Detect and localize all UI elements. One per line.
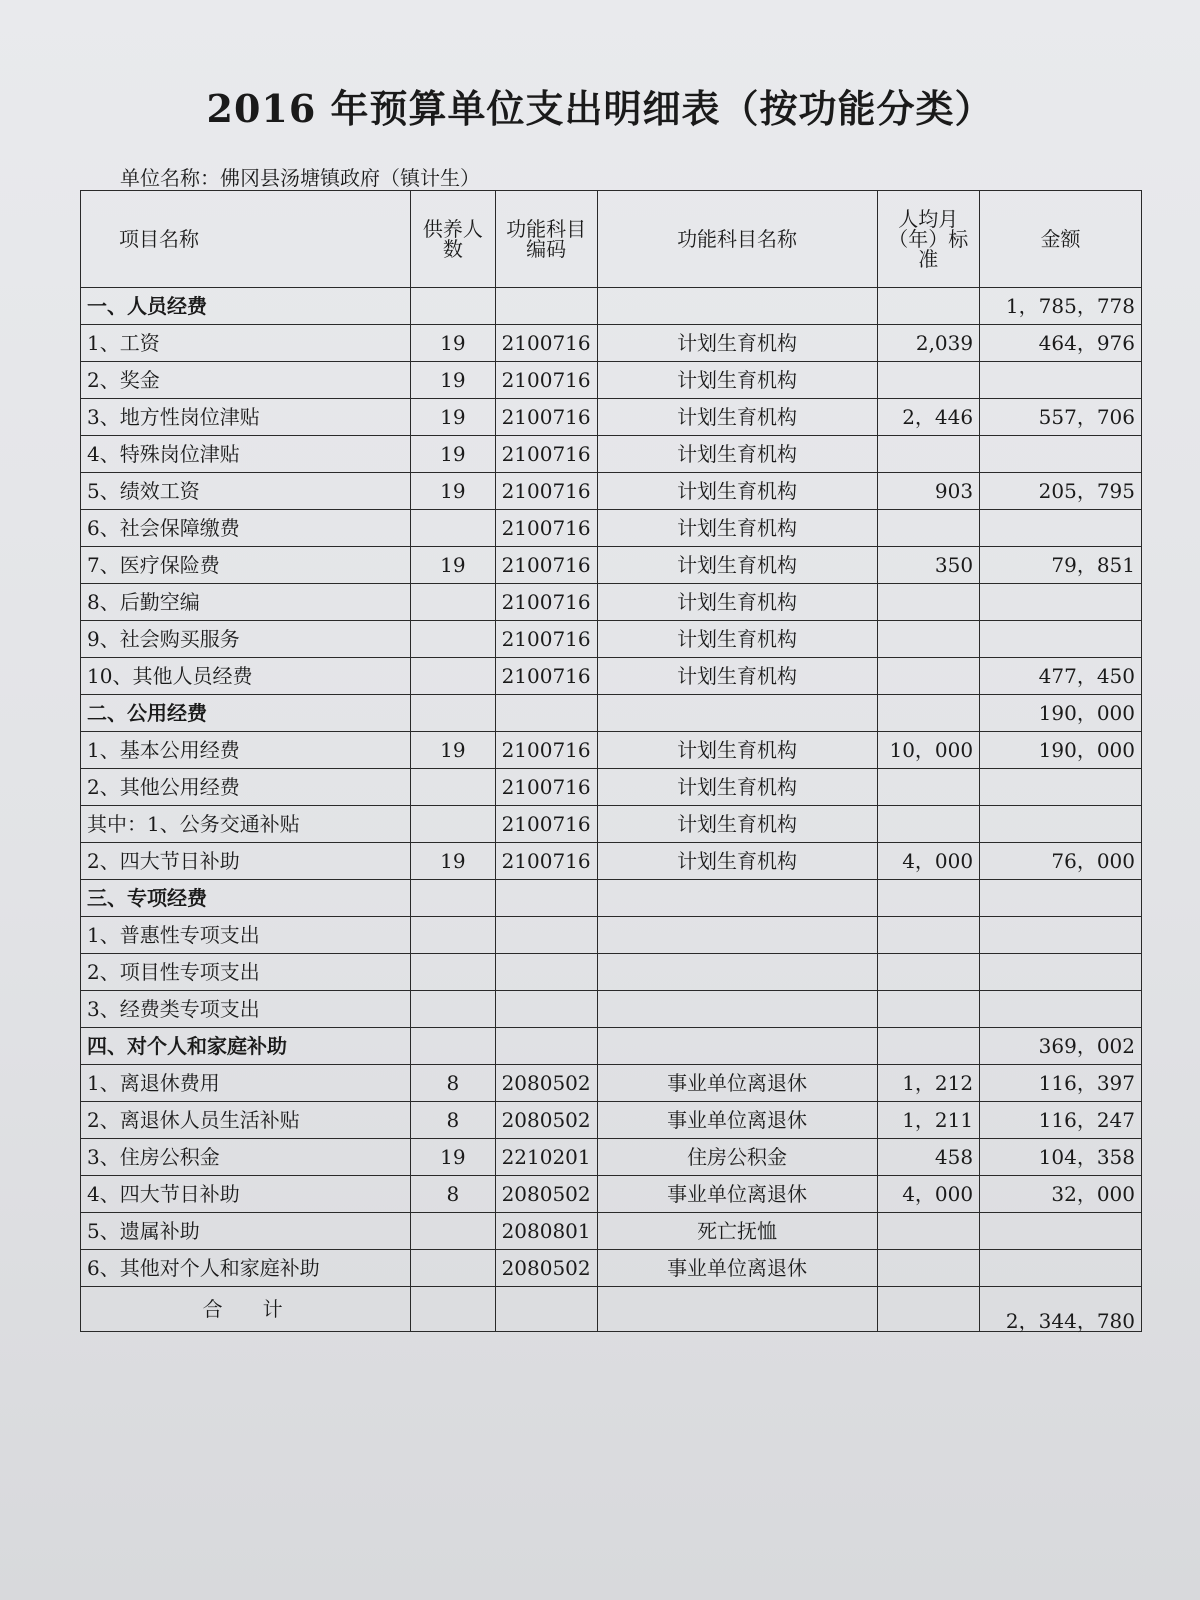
- supported-count-cell: [411, 510, 495, 547]
- amount-cell: [980, 362, 1142, 399]
- amount-cell: 79，851: [980, 547, 1142, 584]
- per-capita-standard-cell: 1，211: [877, 1102, 980, 1139]
- supported-count-cell: [411, 991, 495, 1028]
- function-code-cell: 2100716: [495, 584, 597, 621]
- function-code-cell: [495, 954, 597, 991]
- table-row: [81, 473, 1142, 510]
- function-name-cell: 事业单位离退休: [597, 1176, 877, 1213]
- item-name-cell: 2、项目性专项支出: [81, 954, 411, 991]
- table-row: [81, 584, 1142, 621]
- table-row: [81, 991, 1142, 1028]
- amount-cell: [980, 769, 1142, 806]
- supported-count-cell: [411, 621, 495, 658]
- per-capita-standard-cell: 2，446: [877, 399, 980, 436]
- function-code-cell: 2080502: [495, 1102, 597, 1139]
- table-row: [81, 769, 1142, 806]
- function-name-cell: 计划生育机构: [597, 769, 877, 806]
- item-name-cell: 2、其他公用经费: [81, 769, 411, 806]
- function-code-cell: 2100716: [495, 621, 597, 658]
- supported-count-cell: 19: [411, 1139, 495, 1176]
- function-name-cell: 计划生育机构: [597, 510, 877, 547]
- supported-count-cell: [411, 880, 495, 917]
- function-name-cell: 计划生育机构: [597, 325, 877, 362]
- function-code-cell: 2100716: [495, 473, 597, 510]
- function-code-cell: 2100716: [495, 436, 597, 473]
- amount-cell: 557，706: [980, 399, 1142, 436]
- function-name-cell: 计划生育机构: [597, 658, 877, 695]
- amount-cell: 1，785，778: [980, 288, 1142, 325]
- header-row: [81, 191, 1142, 288]
- function-name-cell: 计划生育机构: [597, 473, 877, 510]
- cell-empty: [495, 1287, 597, 1332]
- cell-empty: [411, 1287, 495, 1332]
- section-row: [81, 880, 1142, 917]
- amount-cell: 464，976: [980, 325, 1142, 362]
- table-row: [81, 1139, 1142, 1176]
- amount-cell: [980, 1213, 1142, 1250]
- supported-count-cell: 19: [411, 325, 495, 362]
- function-code-cell: 2100716: [495, 732, 597, 769]
- amount-cell: [980, 436, 1142, 473]
- supported-count-cell: 8: [411, 1102, 495, 1139]
- supported-count-cell: 19: [411, 362, 495, 399]
- amount-cell: [980, 1250, 1142, 1287]
- function-name-cell: [597, 917, 877, 954]
- table-row: [81, 436, 1142, 473]
- per-capita-standard-cell: [877, 695, 980, 732]
- function-name-cell: [597, 695, 877, 732]
- amount-cell: [980, 584, 1142, 621]
- supported-count-cell: [411, 954, 495, 991]
- item-name-cell: 1、离退休费用: [81, 1065, 411, 1102]
- budget-table: [80, 190, 1142, 1332]
- supported-count-cell: [411, 917, 495, 954]
- table-row: [81, 621, 1142, 658]
- per-capita-standard-cell: [877, 288, 980, 325]
- function-code-cell: 2210201: [495, 1139, 597, 1176]
- amount-cell: 477，450: [980, 658, 1142, 695]
- supported-count-cell: 19: [411, 843, 495, 880]
- function-name-cell: 计划生育机构: [597, 362, 877, 399]
- function-name-cell: [597, 1028, 877, 1065]
- function-code-cell: [495, 1028, 597, 1065]
- item-name-cell: 1、普惠性专项支出: [81, 917, 411, 954]
- item-name-cell: 5、绩效工资: [81, 473, 411, 510]
- function-code-cell: 2100716: [495, 325, 597, 362]
- table-row: [81, 1213, 1142, 1250]
- item-name-cell: 其中：1、公务交通补贴: [81, 806, 411, 843]
- function-code-cell: [495, 917, 597, 954]
- total-amount: 2，344，780: [980, 1287, 1142, 1332]
- item-name-cell: 三、专项经费: [81, 880, 411, 917]
- amount-cell: 76，000: [980, 843, 1142, 880]
- item-name-cell: 7、医疗保险费: [81, 547, 411, 584]
- item-name-cell: 2、四大节日补助: [81, 843, 411, 880]
- function-name-cell: 计划生育机构: [597, 806, 877, 843]
- header-amount: 金额: [980, 191, 1142, 288]
- header-item-name: 项目名称: [81, 191, 411, 288]
- function-name-cell: 计划生育机构: [597, 584, 877, 621]
- per-capita-standard-cell: [877, 584, 980, 621]
- function-name-cell: 计划生育机构: [597, 436, 877, 473]
- item-name-cell: 3、地方性岗位津贴: [81, 399, 411, 436]
- function-name-cell: [597, 954, 877, 991]
- header-supported-count: 供养人数: [411, 191, 495, 288]
- section-row: [81, 288, 1142, 325]
- total-label: 合计: [81, 1287, 411, 1332]
- per-capita-standard-cell: [877, 658, 980, 695]
- function-code-cell: 2100716: [495, 769, 597, 806]
- table-row: [81, 547, 1142, 584]
- supported-count-cell: [411, 584, 495, 621]
- table-row: [81, 806, 1142, 843]
- table-row: [81, 510, 1142, 547]
- amount-cell: 116，397: [980, 1065, 1142, 1102]
- table-row: [81, 1250, 1142, 1287]
- item-name-cell: 6、其他对个人和家庭补助: [81, 1250, 411, 1287]
- supported-count-cell: 8: [411, 1176, 495, 1213]
- item-name-cell: 1、工资: [81, 325, 411, 362]
- per-capita-standard-cell: [877, 917, 980, 954]
- table-row: [81, 399, 1142, 436]
- function-code-cell: [495, 991, 597, 1028]
- table-row: [81, 325, 1142, 362]
- per-capita-standard-cell: [877, 362, 980, 399]
- section-row: [81, 1028, 1142, 1065]
- amount-cell: 190，000: [980, 695, 1142, 732]
- function-name-cell: 计划生育机构: [597, 547, 877, 584]
- amount-cell: 369，002: [980, 1028, 1142, 1065]
- header-function-name: 功能科目名称: [597, 191, 877, 288]
- supported-count-cell: 19: [411, 547, 495, 584]
- amount-cell: 32，000: [980, 1176, 1142, 1213]
- function-code-cell: 2100716: [495, 658, 597, 695]
- per-capita-standard-cell: [877, 1213, 980, 1250]
- supported-count-cell: [411, 288, 495, 325]
- supported-count-cell: 8: [411, 1065, 495, 1102]
- per-capita-standard-cell: [877, 1250, 980, 1287]
- per-capita-standard-cell: 458: [877, 1139, 980, 1176]
- supported-count-cell: [411, 1250, 495, 1287]
- function-code-cell: 2080502: [495, 1250, 597, 1287]
- table-row: [81, 732, 1142, 769]
- function-code-cell: [495, 880, 597, 917]
- unit-name-label: 单位名称：佛冈县汤塘镇政府（镇计生）: [120, 166, 480, 190]
- per-capita-standard-cell: [877, 769, 980, 806]
- table-row: [81, 1102, 1142, 1139]
- per-capita-standard-cell: 4，000: [877, 843, 980, 880]
- table-row: [81, 658, 1142, 695]
- item-name-cell: 四、对个人和家庭补助: [81, 1028, 411, 1065]
- header-function-code: 功能科目编码: [495, 191, 597, 288]
- supported-count-cell: [411, 769, 495, 806]
- function-code-cell: 2100716: [495, 547, 597, 584]
- function-code-cell: 2080502: [495, 1065, 597, 1102]
- amount-cell: [980, 806, 1142, 843]
- item-name-cell: 3、经费类专项支出: [81, 991, 411, 1028]
- total-row: [81, 1287, 1142, 1332]
- item-name-cell: 2、离退休人员生活补贴: [81, 1102, 411, 1139]
- per-capita-standard-cell: [877, 621, 980, 658]
- per-capita-standard-cell: [877, 880, 980, 917]
- per-capita-standard-cell: [877, 436, 980, 473]
- per-capita-standard-cell: 2,039: [877, 325, 980, 362]
- item-name-cell: 4、四大节日补助: [81, 1176, 411, 1213]
- supported-count-cell: [411, 1213, 495, 1250]
- per-capita-standard-cell: [877, 1028, 980, 1065]
- section-row: [81, 695, 1142, 732]
- table-row: [81, 362, 1142, 399]
- function-name-cell: 计划生育机构: [597, 732, 877, 769]
- page-title: 2016 年预算单位支出明细表（按功能分类）: [206, 86, 994, 131]
- per-capita-standard-cell: 1，212: [877, 1065, 980, 1102]
- supported-count-cell: 19: [411, 473, 495, 510]
- supported-count-cell: 19: [411, 436, 495, 473]
- amount-cell: 116，247: [980, 1102, 1142, 1139]
- amount-cell: 104，358: [980, 1139, 1142, 1176]
- item-name-cell: 5、遗属补助: [81, 1213, 411, 1250]
- function-code-cell: [495, 695, 597, 732]
- supported-count-cell: [411, 658, 495, 695]
- function-name-cell: [597, 991, 877, 1028]
- function-name-cell: [597, 880, 877, 917]
- per-capita-standard-cell: 350: [877, 547, 980, 584]
- amount-cell: [980, 991, 1142, 1028]
- item-name-cell: 4、特殊岗位津贴: [81, 436, 411, 473]
- item-name-cell: 二、公用经费: [81, 695, 411, 732]
- function-name-cell: 事业单位离退休: [597, 1065, 877, 1102]
- item-name-cell: 3、住房公积金: [81, 1139, 411, 1176]
- function-code-cell: [495, 288, 597, 325]
- supported-count-cell: 19: [411, 399, 495, 436]
- per-capita-standard-cell: [877, 991, 980, 1028]
- cell-empty: [597, 1287, 877, 1332]
- function-name-cell: 事业单位离退休: [597, 1250, 877, 1287]
- supported-count-cell: [411, 695, 495, 732]
- amount-cell: [980, 510, 1142, 547]
- per-capita-standard-cell: [877, 954, 980, 991]
- amount-cell: 190，000: [980, 732, 1142, 769]
- supported-count-cell: [411, 806, 495, 843]
- item-name-cell: 一、人员经费: [81, 288, 411, 325]
- function-code-cell: 2100716: [495, 843, 597, 880]
- function-code-cell: 2100716: [495, 806, 597, 843]
- item-name-cell: 6、社会保障缴费: [81, 510, 411, 547]
- function-name-cell: 计划生育机构: [597, 843, 877, 880]
- function-name-cell: 计划生育机构: [597, 399, 877, 436]
- amount-cell: [980, 880, 1142, 917]
- table-row: [81, 1065, 1142, 1102]
- cell-empty: [877, 1287, 980, 1332]
- amount-cell: [980, 954, 1142, 991]
- per-capita-standard-cell: 10，000: [877, 732, 980, 769]
- table-row: [81, 843, 1142, 880]
- item-name-cell: 9、社会购买服务: [81, 621, 411, 658]
- supported-count-cell: [411, 1028, 495, 1065]
- amount-cell: 205，795: [980, 473, 1142, 510]
- table-row: [81, 1176, 1142, 1213]
- function-code-cell: 2080502: [495, 1176, 597, 1213]
- function-code-cell: 2100716: [495, 362, 597, 399]
- item-name-cell: 1、基本公用经费: [81, 732, 411, 769]
- header-per-capita-standard: 人均月（年）标准: [877, 191, 980, 288]
- function-name-cell: 事业单位离退休: [597, 1102, 877, 1139]
- table-row: [81, 917, 1142, 954]
- function-code-cell: 2080801: [495, 1213, 597, 1250]
- amount-cell: [980, 917, 1142, 954]
- item-name-cell: 2、奖金: [81, 362, 411, 399]
- per-capita-standard-cell: 903: [877, 473, 980, 510]
- amount-cell: [980, 621, 1142, 658]
- function-code-cell: 2100716: [495, 399, 597, 436]
- per-capita-standard-cell: 4，000: [877, 1176, 980, 1213]
- item-name-cell: 10、其他人员经费: [81, 658, 411, 695]
- function-name-cell: 住房公积金: [597, 1139, 877, 1176]
- function-name-cell: 死亡抚恤: [597, 1213, 877, 1250]
- per-capita-standard-cell: [877, 806, 980, 843]
- function-code-cell: 2100716: [495, 510, 597, 547]
- per-capita-standard-cell: [877, 510, 980, 547]
- table-row: [81, 954, 1142, 991]
- function-name-cell: 计划生育机构: [597, 621, 877, 658]
- function-name-cell: [597, 288, 877, 325]
- supported-count-cell: 19: [411, 732, 495, 769]
- item-name-cell: 8、后勤空编: [81, 584, 411, 621]
